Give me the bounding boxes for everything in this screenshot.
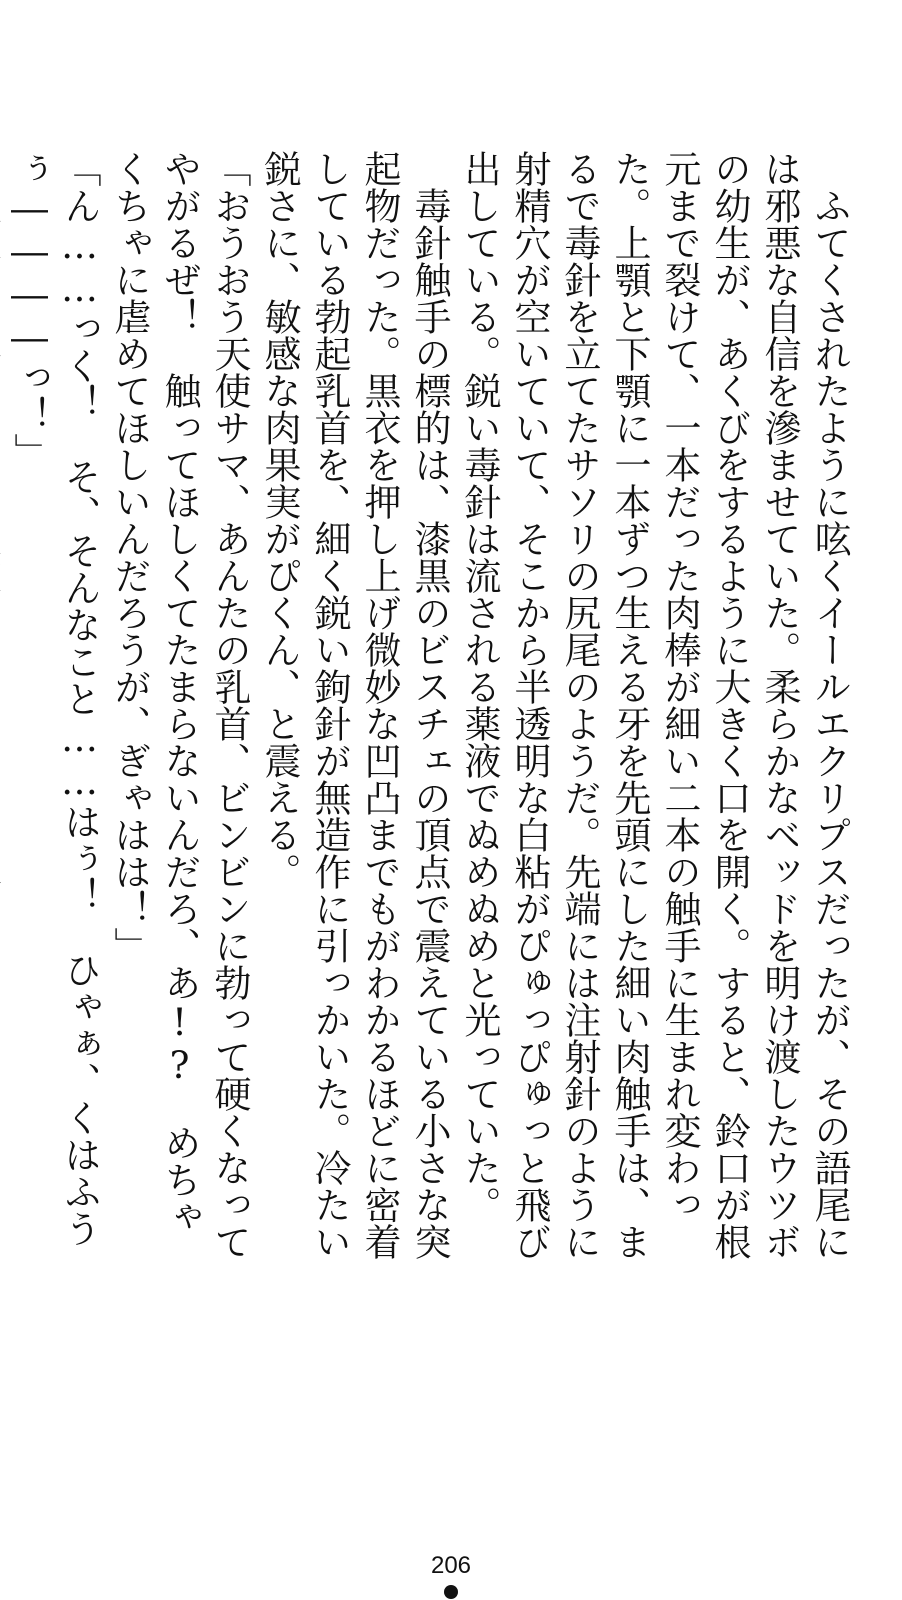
body-text: [8, 150, 854, 1270]
paragraph: 毒針触手の標的は、漆黒のビスチェの頂点で震えている小さな突起物だった。黒衣を押し上げ微妙な凹凸までもがわかるほどに密着している勃起乳首を、細く鋭い鉤針が無造作に引っかいた。冷たい鋭さに、敏感な肉果実がぴくん、と震える。: [258, 150, 451, 1260]
paragraph: [0, 150, 4, 1270]
page-dot-icon: [444, 1585, 458, 1599]
paragraph: 「おうおう天使サマ、あんたの乳首、ビンビンに勃って硬くなってやがるぜ！ 触ってほしくてたまらないんだろ、あ!? めちゃくちゃに虐めてほしいんだろうが、ぎゃはは！」: [108, 150, 251, 1260]
paragraph: ふてくされたように呟くイールエクリプスだったが、その語尾には邪悪な自信を滲ませていた。柔らかなベッドを明け渡したウツボの幼生が、あくびをするように大きく口を開く。すると、鈴口が根元まで裂けて、一本だった肉棒が細い二本の触手に生まれ変わった。上顎と下顎に一本ずつ生える牙を先頭にした細い肉触手は、まるで毒針を立てたサソリの尻尾のようだ。先端には注射針のように射精穴が空いていて、そこから半透明な白粘がぴゅっぴゅっと飛び出している。鋭い毒針は流される薬液でぬめぬめと光っていた。: [458, 150, 851, 1260]
paragraph: 「ん……っく！ そ、そんなこと……はぅ！ ひゃぁ、くはふうぅ――――っ！」: [8, 150, 101, 1247]
page-number: 206: [430, 1552, 472, 1579]
